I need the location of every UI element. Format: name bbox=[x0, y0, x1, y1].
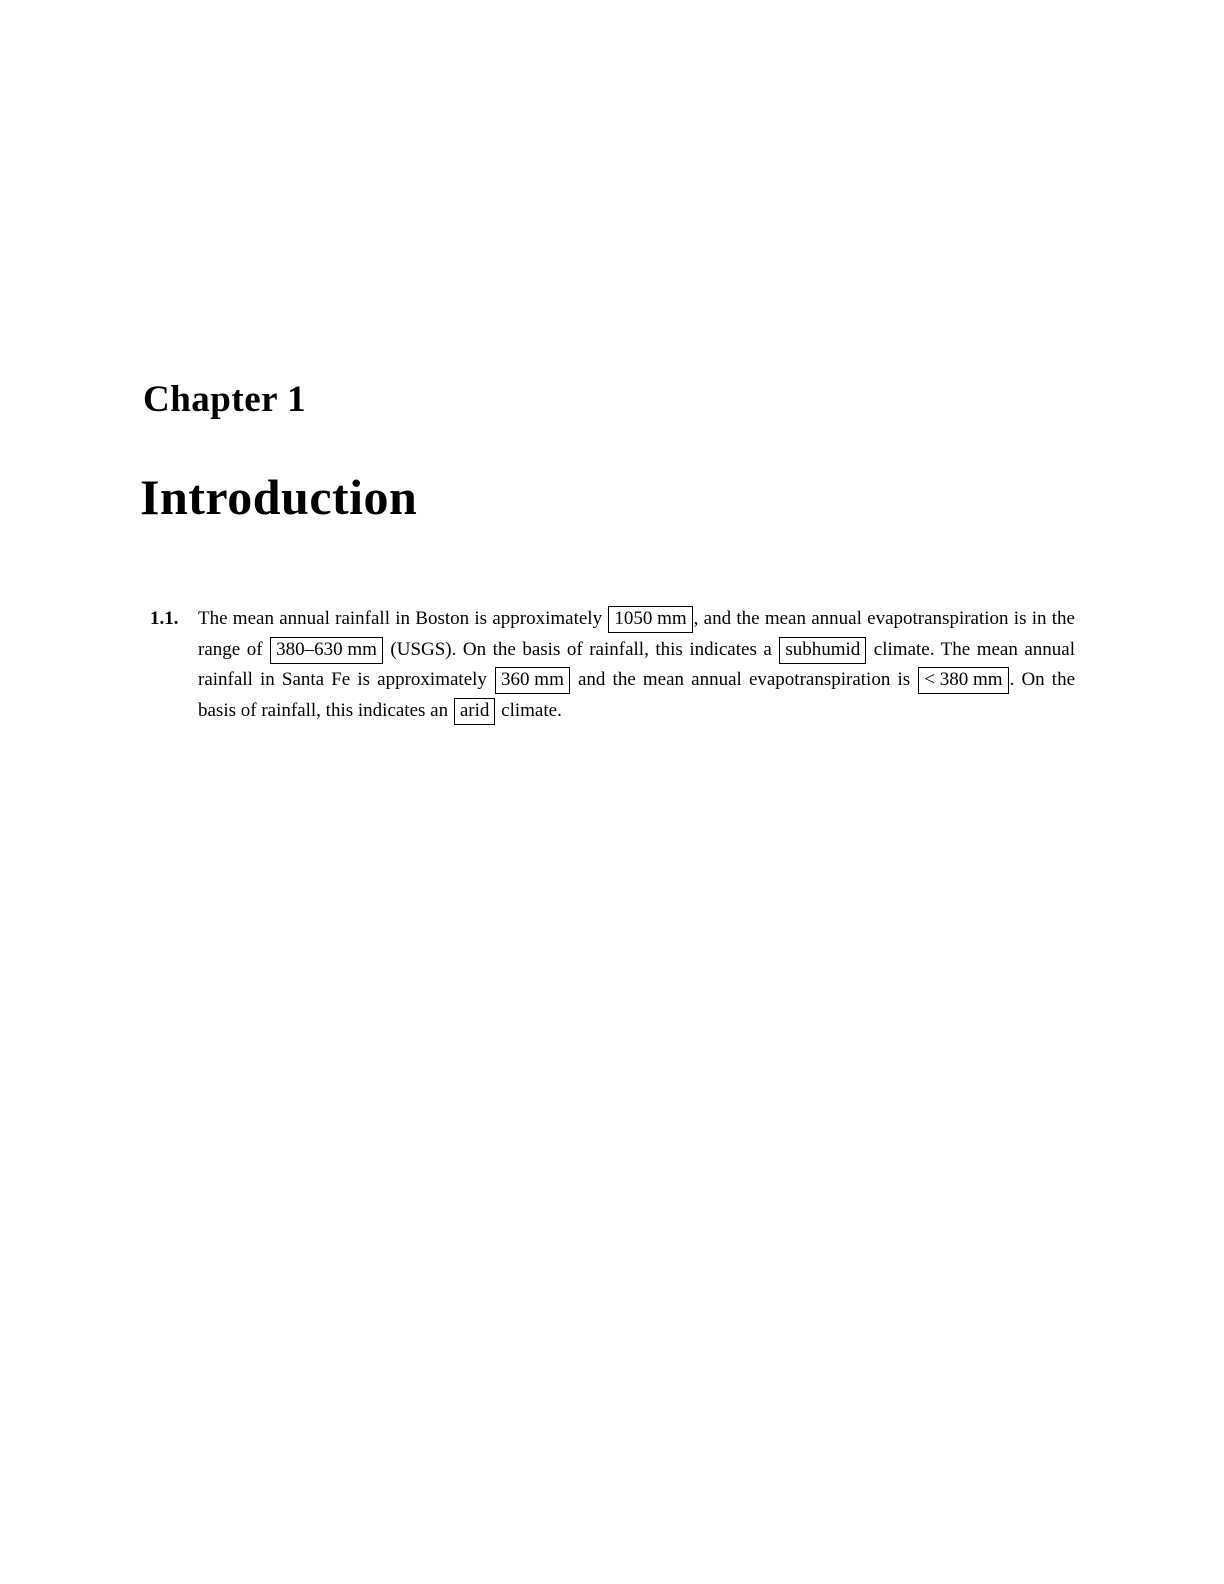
answer-blank[interactable]: arid bbox=[454, 698, 496, 725]
answer-blank[interactable]: 380–630 mm bbox=[270, 637, 383, 664]
text-run: climate. bbox=[496, 699, 562, 721]
text-run: and the mean annual evapotranspiration is bbox=[570, 669, 918, 690]
exercise-number: 1.1. bbox=[150, 608, 179, 629]
text-run: . On the basis of rainfall, this indicates an bbox=[198, 669, 1076, 721]
answer-blank[interactable]: 360 mm bbox=[495, 667, 570, 694]
answer-blank[interactable]: < 380 mm bbox=[918, 667, 1008, 694]
text-run: (USGS). On the basis of rainfall, this indicates a bbox=[383, 638, 779, 660]
text-run: , and the mean annual evapotranspiration is in the range of bbox=[198, 608, 1075, 660]
chapter-title: Introduction bbox=[140, 469, 418, 525]
answer-blank[interactable]: 1050 mm bbox=[608, 606, 692, 633]
exercise-text bbox=[198, 604, 1075, 726]
text-run: climate. The mean annual rainfall in Santa Fe is approximately bbox=[198, 638, 1076, 690]
text-run: The mean annual rainfall in Boston is approximately bbox=[198, 608, 608, 629]
chapter-label: Chapter 1 bbox=[143, 379, 307, 420]
exercise-list bbox=[150, 604, 1075, 726]
answer-blank[interactable]: subhumid bbox=[779, 637, 866, 664]
exercise-item bbox=[150, 604, 1075, 726]
